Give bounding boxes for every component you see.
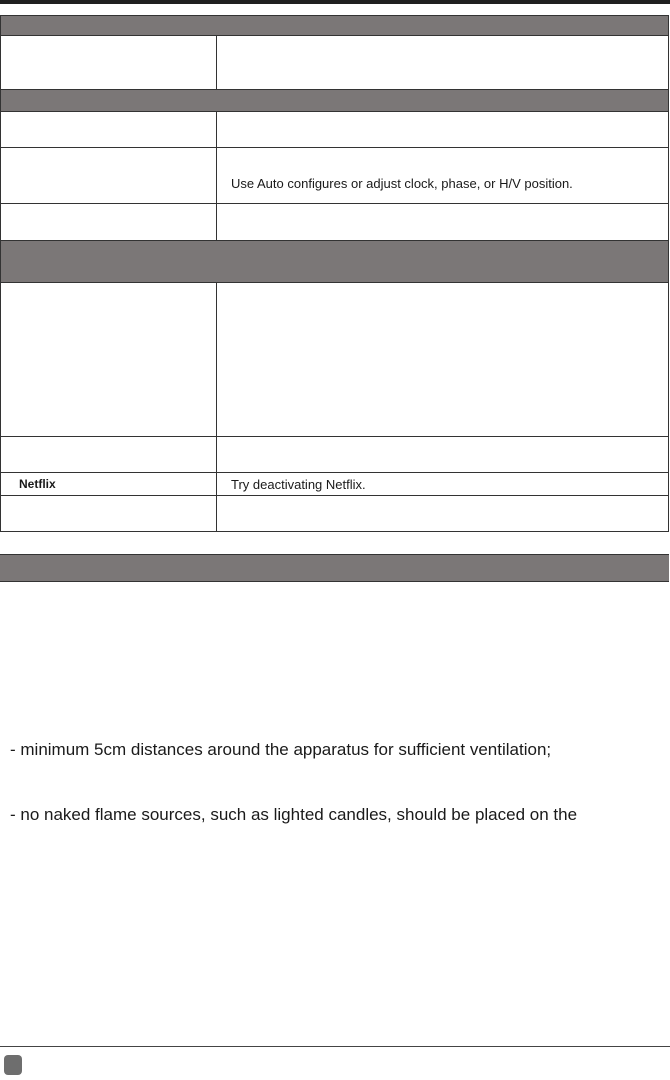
section-header-band <box>1 241 668 283</box>
troubleshooting-table <box>0 15 669 532</box>
ventilation-instruction: - minimum 5cm distances around the apparatus for sufficient ventilation; <box>10 740 552 759</box>
netflix-label: Netflix <box>1 473 217 495</box>
footer-rule <box>0 1046 670 1047</box>
table-row <box>1 204 668 241</box>
table-row <box>1 36 668 90</box>
problem-cell <box>1 496 217 531</box>
section-header-band <box>1 90 668 112</box>
safety-section-header <box>0 554 669 582</box>
table-row <box>1 437 668 473</box>
solution-cell <box>217 496 668 531</box>
netflix-hint: Try deactivating Netflix. <box>231 476 366 492</box>
problem-cell <box>1 36 217 89</box>
solution-cell <box>217 283 668 436</box>
section-header-band <box>1 16 668 36</box>
top-rule <box>0 0 670 4</box>
table-row <box>1 496 668 532</box>
solution-cell <box>217 112 668 147</box>
table-row <box>1 112 668 148</box>
table-row <box>1 148 668 204</box>
solution-cell <box>217 204 668 240</box>
table-row <box>1 283 668 437</box>
problem-cell <box>1 204 217 240</box>
problem-cell <box>1 148 217 203</box>
pc-mode-hint: Use Auto configures or adjust clock, phase, or H/V position. <box>231 176 573 191</box>
flame-instruction: - no naked flame sources, such as lighted candles, should be placed on the <box>10 805 578 824</box>
problem-cell <box>1 283 217 436</box>
table-row-netflix <box>1 473 668 496</box>
problem-cell <box>1 112 217 147</box>
solution-cell <box>217 36 668 89</box>
solution-cell <box>217 437 668 472</box>
page-number-tab <box>4 1055 22 1075</box>
problem-cell <box>1 437 217 472</box>
